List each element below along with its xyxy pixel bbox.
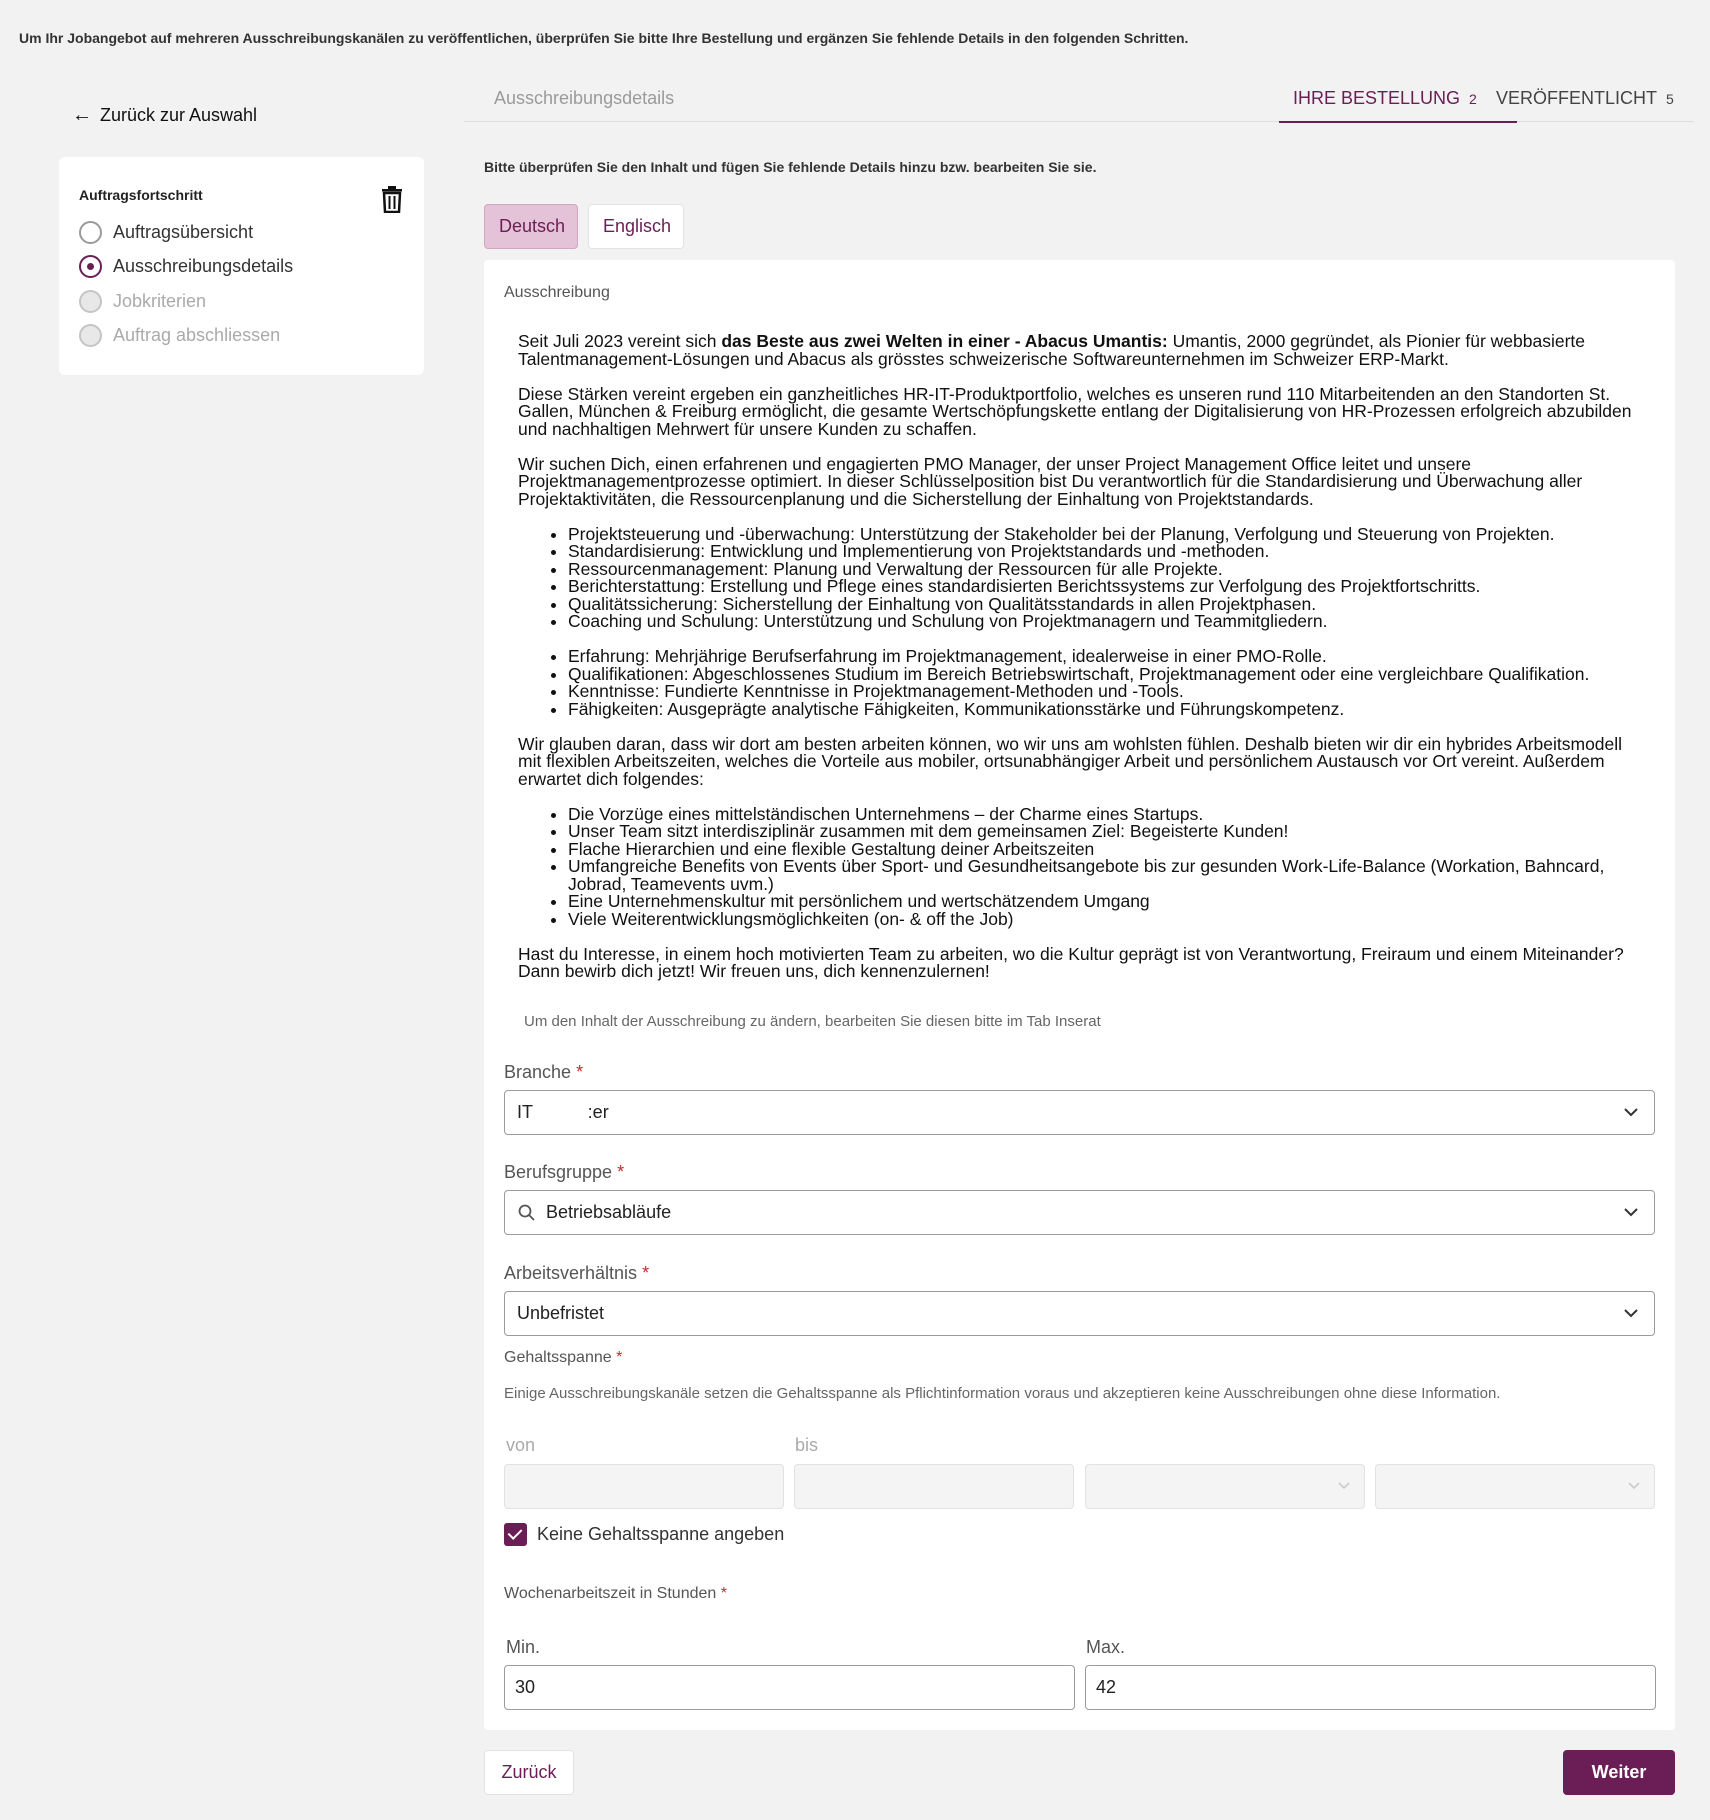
list-item: • Fähigkeiten: Ausgeprägte analytische Fähigkeiten, Kommunikationsstärke und Führungskompetenz. — [568, 701, 1638, 719]
berufsgruppe-label-text: Berufsgruppe — [504, 1162, 613, 1182]
min-hours-input[interactable] — [504, 1665, 1075, 1710]
ad-benefits-list — [518, 803, 1638, 929]
tab-label: VERÖFFENTLICHT — [1496, 88, 1658, 108]
tab-count: 5 — [1666, 91, 1674, 107]
job-ad-text — [518, 333, 1638, 998]
list-item: • Kenntnisse: Fundierte Kenntnisse in Projektmanagement-Methoden und -Tools. — [568, 683, 1638, 701]
tab-ihre-bestellung[interactable] — [1293, 88, 1477, 109]
tabs-bar — [464, 80, 1694, 122]
salary-to-input — [794, 1464, 1074, 1509]
ad-paragraph: Wir glauben daran, dass wir dort am besten arbeiten können, wo wir uns am wohlsten fühlen. Deshalb bieten wir dir ein hybrides Arbeitsmodell mit flexiblen Arbeitszeiten, welches die Vorteile aus mobiler, ortsunabhängiger Arbeit und persönlichem Austausch vor Ort vereint. Außerdem erwartet dich folgendes: — [518, 733, 1623, 789]
salary-period-select — [1375, 1464, 1655, 1509]
list-item: • Coaching und Schulung: Unterstützung und Schulung von Projektmanagern und Teammitgliedern. — [568, 613, 1638, 631]
step-jobkriterien — [79, 284, 404, 319]
berufsgruppe-select[interactable] — [504, 1190, 1655, 1235]
list-item: • Ressourcenmanagement: Planung und Verwaltung der Ressourcen für alle Projekte. — [568, 561, 1638, 579]
list-item: • Eine Unternehmenskultur mit persönlichem und wertschätzendem Umgang — [568, 893, 1638, 911]
back-button[interactable]: Zurück — [484, 1750, 574, 1795]
arbeitsverhaeltnis-value: Unbefristet — [517, 1303, 605, 1323]
step-radio — [79, 324, 102, 347]
list-item: • Qualitätssicherung: Sicherstellung der Einhaltung von Qualitätsstandards in allen Projektphasen. — [568, 596, 1638, 614]
no-salary-label: Keine Gehaltsspanne angeben — [537, 1524, 785, 1544]
berufsgruppe-label — [504, 1162, 624, 1183]
ad-intro-plain: Seit Juli 2023 vereint sich — [518, 331, 722, 351]
max-hours-label: Max. — [1086, 1637, 1126, 1657]
instructions-text: Bitte überprüfen Sie den Inhalt und fügen Sie fehlende Details hinzu bzw. bearbeiten Sie sie. — [484, 159, 1097, 175]
step-auftragsuebersicht[interactable] — [79, 215, 404, 250]
list-item: • Umfangreiche Benefits von Events über Sport- und Gesundheitsangebote bis zur gesunden Work-Life-Balance (Workation, Bahncard, Jobrad, Teamevents uvm.) — [568, 858, 1638, 893]
required-mark: * — [616, 1349, 623, 1366]
berufsgruppe-value: Betriebsabläufe — [546, 1202, 672, 1222]
gehaltsspanne-note: Einige Ausschreibungskanäle setzen die Gehaltsspanne als Pflichtinformation voraus und akzeptieren keine Ausschreibungen ohne diese Information. — [504, 1385, 1501, 1402]
step-radio — [79, 290, 102, 313]
list-item: • Qualifikationen: Abgeschlossenes Studium im Bereich Betriebswirtschaft, Projektmanagement oder eine vergleichbare Qualifikation. — [568, 666, 1638, 684]
ad-task-list — [518, 523, 1638, 631]
salary-from-label: von — [506, 1435, 536, 1455]
step-label: Ausschreibungsdetails — [113, 256, 294, 277]
ad-paragraph: Hast du Interesse, in einem hoch motivierten Team zu arbeiten, wo die Kultur geprägt ist von Verantwortung, Freiraum und einem Miteinander? Dann bewirb dich jetzt! Wir freuen uns, dich kennenzulernen! — [518, 943, 1624, 981]
branche-label-text: Branche — [504, 1062, 572, 1082]
back-to-selection-label: Zurück zur Auswahl — [100, 105, 258, 125]
tab-veroeffentlicht[interactable] — [1496, 88, 1674, 109]
chevron-down-icon — [1622, 1103, 1640, 1121]
ad-paragraph — [518, 333, 1638, 368]
step-auftrag-abschliessen — [79, 319, 404, 354]
gehaltsspanne-label — [504, 1349, 622, 1367]
list-item: • Flache Hierarchien und eine flexible Gestaltung deiner Arbeitszeiten — [568, 841, 1638, 859]
intro-text: Um Ihr Jobangebot auf mehreren Ausschreibungskanälen zu veröffentlichen, überprüfen Sie bitte Ihre Bestellung und ergänzen Sie fehlende Details in den folgenden Schritten. — [19, 30, 1189, 46]
gehaltsspanne-label-text: Gehaltsspanne — [504, 1349, 612, 1366]
list-item: • Standardisierung: Entwicklung und Implementierung von Projektstandards und -methoden. — [568, 543, 1638, 561]
back-to-selection-link[interactable] — [72, 104, 257, 127]
required-mark: * — [576, 1062, 584, 1082]
search-icon — [517, 1203, 537, 1223]
details-card — [484, 260, 1675, 1730]
no-salary-checkbox[interactable] — [504, 1523, 527, 1546]
ad-requirements-list — [518, 648, 1638, 718]
chevron-down-icon — [1626, 1478, 1642, 1494]
order-progress-card — [59, 157, 424, 375]
progress-steps — [79, 215, 404, 353]
step-radio[interactable] — [79, 221, 102, 244]
list-item: • Projektsteuerung und -überwachung: Unterstützung der Stakeholder bei der Planung, Verfolgung und Steuerung von Projekten. — [568, 526, 1638, 544]
wochenarbeitszeit-label-text: Wochenarbeitszeit in Stunden — [504, 1585, 717, 1602]
no-salary-checkbox-row[interactable] — [504, 1523, 784, 1546]
min-hours-value: 30 — [515, 1677, 536, 1697]
section-label-ausschreibung: Ausschreibung — [504, 284, 610, 301]
max-hours-input[interactable] — [1085, 1665, 1656, 1710]
salary-from-input — [504, 1464, 784, 1509]
step-label: Auftragsübersicht — [113, 221, 254, 242]
salary-to-label: bis — [795, 1435, 819, 1455]
tab-details-title: Ausschreibungsdetails — [494, 88, 675, 108]
required-mark: * — [617, 1162, 625, 1182]
list-item: • Die Vorzüge eines mittelständischen Unternehmens – der Charme eines Startups. — [568, 806, 1638, 824]
branche-value: IT :er — [517, 1102, 609, 1122]
salary-currency-select — [1085, 1464, 1365, 1509]
ad-paragraph: Wir suchen Dich, einen erfahrenen und engagierten PMO Manager, der unser Project Management Office leitet und unsere Projektmanagementprozesse optimiert. In dieser Schlüsselposition bist Du verantwortlich für die Standardisierung und Überwachung aller Projektaktivitäten, die Ressourcenplanung und die Sicherstellung der Einhaltung von Projektstandards. — [518, 453, 1583, 509]
trash-icon[interactable] — [380, 185, 404, 213]
step-label: Auftrag abschliessen — [113, 325, 281, 346]
list-item: • Berichterstattung: Erstellung und Pflege eines standardisierten Berichtssystems zur Verfolgung des Projektfortschritts. — [568, 578, 1638, 596]
wochenarbeitszeit-label — [504, 1585, 727, 1603]
branche-select[interactable] — [504, 1090, 1655, 1135]
ad-intro-rest: Umantis, 2000 gegründet, als Pionier für webbasierte Talentmanagement-Lösungen und Abacus als grösstes schweizerische Softwareunternehmen im Schweizer ERP-Markt. — [518, 331, 1586, 369]
step-label: Jobkriterien — [113, 290, 207, 311]
edit-hint: Um den Inhalt der Ausschreibung zu ändern, bearbeiten Sie diesen bitte im Tab Inserat — [524, 1013, 1101, 1030]
list-item: • Viele Weiterentwicklungsmöglichkeiten (on- & off the Job) — [568, 911, 1638, 929]
progress-title: Auftragsfortschritt — [79, 187, 203, 203]
arbeitsverhaeltnis-label — [504, 1263, 649, 1284]
min-hours-label: Min. — [506, 1637, 541, 1657]
required-mark: * — [642, 1263, 650, 1283]
arbeitsverhaeltnis-label-text: Arbeitsverhältnis — [504, 1263, 638, 1283]
tab-count: 2 — [1469, 91, 1477, 107]
max-hours-value: 42 — [1096, 1677, 1117, 1697]
language-english-button[interactable]: Englisch — [588, 204, 684, 249]
arrow-left-icon: ← — [72, 104, 92, 126]
step-radio[interactable] — [79, 255, 102, 278]
ad-paragraph: Diese Stärken vereint ergeben ein ganzheitliches HR-IT-Produktportfolio, welches es unseren rund 110 Mitarbeitenden an den Standorten St. Gallen, München & Freiburg ermöglicht, die gesamte Wertschöpfungskette entlang der Digitalisierung von HR-Prozessen erfolgreich abzubilden und nachhaltigen Mehrwert für unsere Kunden zu schaffen. — [518, 383, 1632, 439]
chevron-down-icon — [1622, 1203, 1640, 1221]
language-german-button[interactable]: Deutsch — [484, 204, 578, 249]
arbeitsverhaeltnis-select[interactable] — [504, 1291, 1655, 1336]
list-item: • Unser Team sitzt interdisziplinär zusammen mit dem gemeinsamen Ziel: Begeisterte Kunden! — [568, 823, 1638, 841]
ad-intro-bold: das Beste aus zwei Welten in einer - Abacus Umantis: — [721, 331, 1168, 351]
chevron-down-icon — [1622, 1304, 1640, 1322]
next-button[interactable]: Weiter — [1563, 1750, 1675, 1795]
tab-label: IHRE BESTELLUNG — [1293, 88, 1461, 108]
chevron-down-icon — [1336, 1478, 1352, 1494]
required-mark: * — [720, 1585, 727, 1602]
list-item: • Erfahrung: Mehrjährige Berufserfahrung im Projektmanagement, idealerweise in einer PMO-Rolle. — [568, 648, 1638, 666]
step-ausschreibungsdetails[interactable] — [79, 250, 404, 285]
branche-label — [504, 1062, 583, 1083]
